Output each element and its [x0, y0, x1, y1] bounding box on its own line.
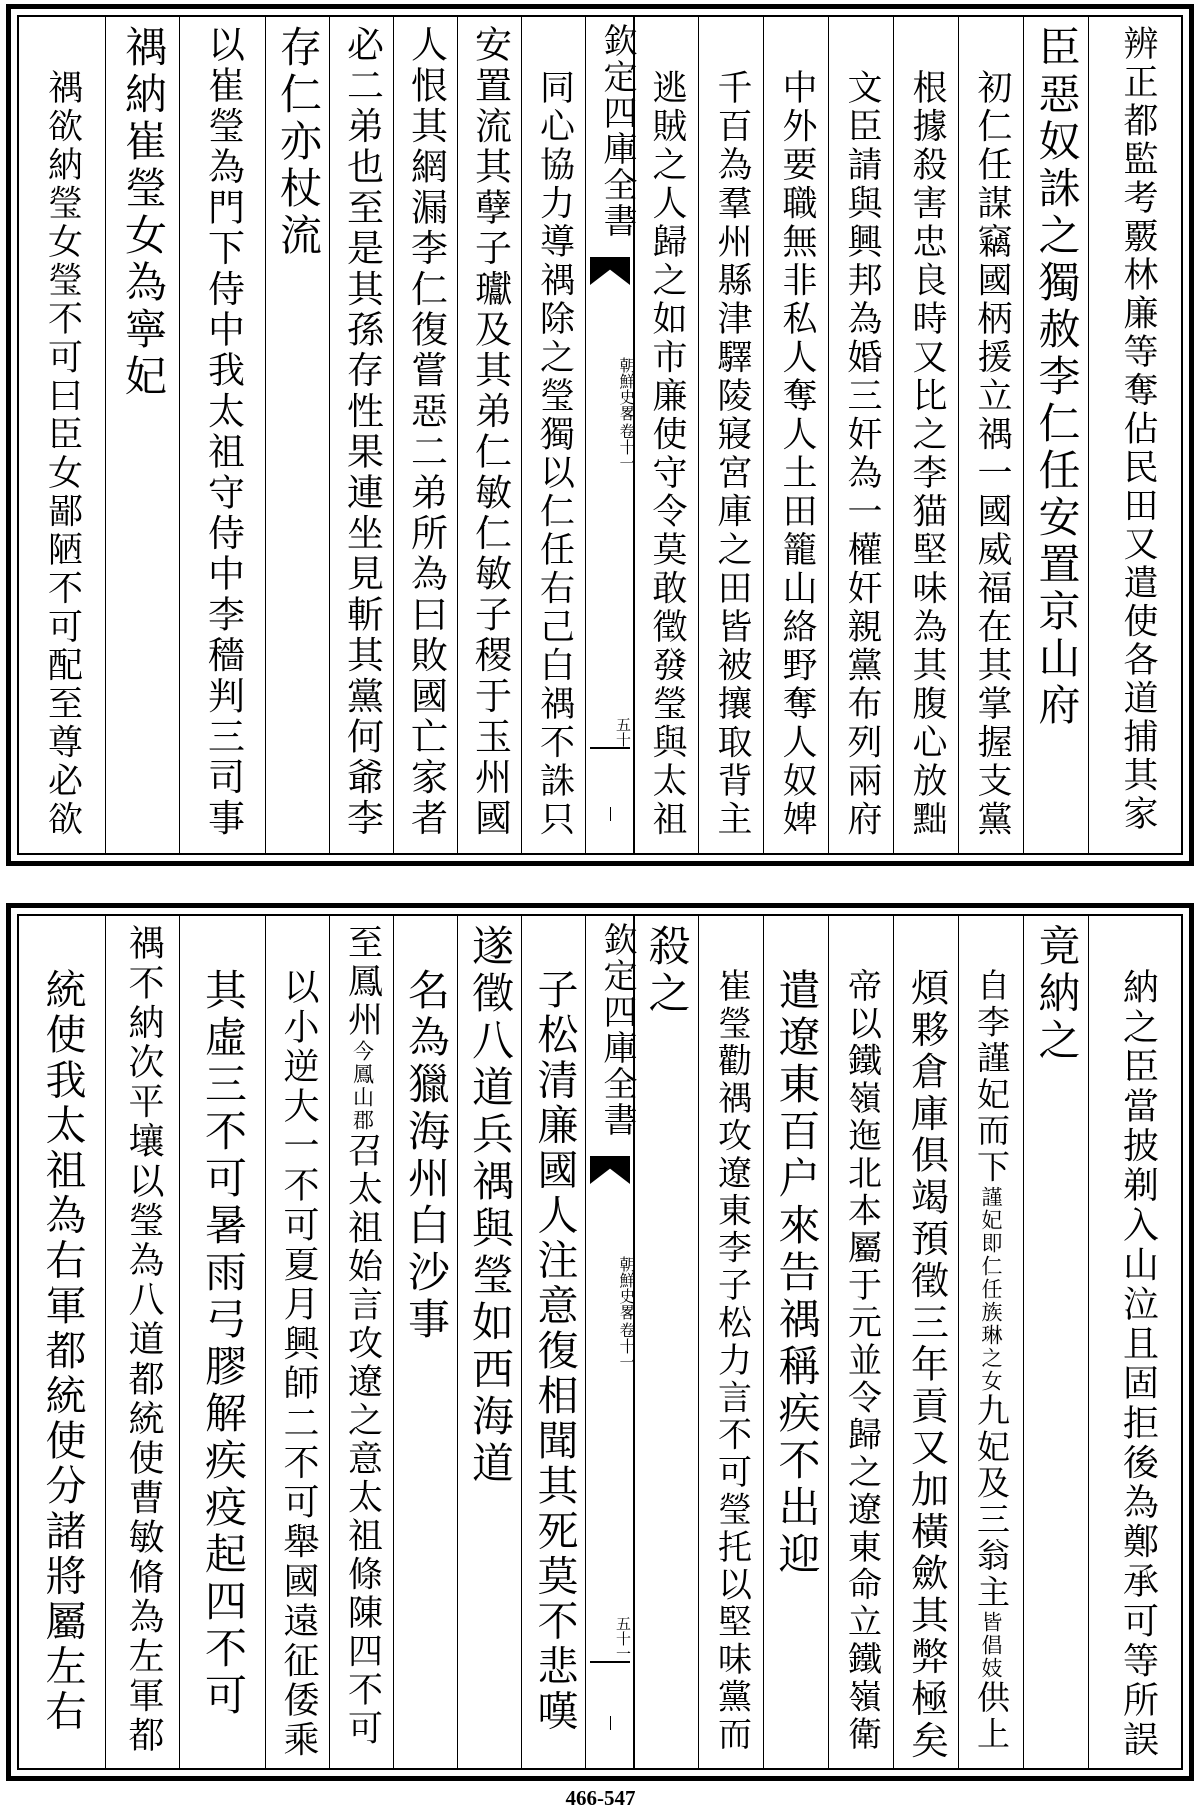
column-text: 根據殺害忠良時又比之李猫堅味為其腹心放黜 — [907, 69, 947, 839]
column-text — [330, 924, 394, 1748]
book-title: 欽定四庫全書 — [597, 23, 637, 239]
upper-page-frame — [17, 15, 1183, 855]
text-column — [19, 17, 105, 853]
text-column — [19, 916, 105, 1768]
commentary-note — [975, 1186, 1008, 1393]
note-line: 皆倡 — [979, 1610, 1003, 1657]
text-column — [105, 17, 180, 853]
main-text: 供上 — [972, 1679, 1011, 1753]
history-title: 朝鮮史畧 — [617, 1256, 636, 1320]
column-text: 遂徵八道兵禑與瑩如西海道 — [466, 924, 515, 1488]
fishtail-mark — [590, 1156, 630, 1184]
column-text — [959, 968, 1024, 1752]
column-text: 中外要職無非私人奪人土田籠山絡野奪人奴婢 — [777, 69, 817, 839]
note-line: 今鳳 — [350, 1039, 375, 1086]
note-line: 山郡 — [350, 1085, 375, 1132]
upper-page — [6, 4, 1194, 866]
commentary-note — [975, 1611, 1008, 1680]
fold-tick — [610, 807, 611, 821]
column-text: 逃賊之人歸之如市廉使守令莫敢徵發瑩與太祖 — [647, 69, 687, 839]
center-fold — [585, 916, 635, 1768]
column-text: 禑納崔瑩女為寧妃 — [119, 25, 168, 401]
column-text: 初仁任謀竊國柄援立禑一國威福在其掌握支黨 — [972, 69, 1012, 839]
book-title: 欽定四庫全書 — [597, 922, 637, 1138]
text-column — [105, 916, 180, 1768]
column-text: 人恨其網漏李仁復嘗惡二弟所為曰敗國亡家者 — [404, 25, 448, 839]
text-column — [265, 916, 330, 1768]
text-column — [763, 916, 829, 1768]
text-column — [1023, 17, 1089, 853]
column-text: 禑不納次平壤以瑩為八道都統使曹敏脩為左軍都 — [123, 924, 164, 1756]
text-column — [457, 916, 522, 1768]
fishtail-mark — [590, 257, 630, 285]
column-text: 臣惡奴誅之獨赦李仁任安置京山府 — [1032, 25, 1082, 730]
column-text: 崔瑩勸禑攻遼東李子松力言不可瑩托以堅味黨而 — [711, 968, 752, 1754]
text-column — [521, 17, 586, 853]
folio-rule — [590, 1661, 630, 1663]
lower-page-frame — [17, 914, 1183, 1770]
note-line: 謹妃即仁任 — [979, 1185, 1003, 1301]
fold-tick — [610, 1716, 611, 1730]
text-column — [828, 17, 894, 853]
folio-rule — [590, 747, 630, 749]
page-reference-number: 466-547 — [565, 1786, 636, 1810]
text-column — [958, 916, 1024, 1768]
column-text: 帝以鐵嶺迤北本屬于元並令歸之遼東命立鐵嶺衛 — [841, 968, 882, 1754]
column-text: 竟納之 — [1032, 924, 1082, 1065]
center-fold — [585, 17, 635, 853]
column-text: 以小逆大一不可夏月興師二不可舉國遠征倭乘 — [278, 968, 319, 1760]
main-text: 召太祖始言攻遼之意太祖條陳四不可 — [342, 1131, 383, 1748]
text-column — [633, 916, 699, 1768]
note-line: 族琳之女 — [979, 1300, 1003, 1393]
column-text: 必二弟也至是其孫存性果連坐見斬其黨何爺李 — [340, 25, 384, 839]
commentary-note — [345, 1040, 380, 1132]
text-column — [763, 17, 829, 853]
volume-number: 卷十一 — [617, 1322, 636, 1370]
note-line: 妓 — [979, 1656, 1003, 1680]
volume-number: 卷十一 — [617, 423, 636, 471]
column-text: 辨正都監考覈林廉等奪佔民田又遣使各道捕其家 — [1118, 25, 1158, 834]
history-title: 朝鮮史畧 — [617, 357, 636, 421]
text-column — [893, 916, 959, 1768]
column-text: 其虛三不可暑雨弓膠解疾疫起四不可 — [199, 968, 248, 1720]
text-column — [329, 916, 394, 1768]
text-column — [1088, 17, 1186, 853]
text-column — [698, 916, 764, 1768]
text-column — [179, 916, 266, 1768]
folio-number: 五十一 — [614, 1616, 632, 1661]
column-text: 遣遼東百户來告禑稱疾不出迎 — [772, 968, 822, 1579]
text-column — [633, 17, 699, 853]
column-text: 煩夥倉庫俱竭預徵三年貢又加橫歛其弊極矣 — [904, 968, 949, 1763]
folio-number: 五十 — [614, 717, 632, 747]
column-text: 千百為羣州縣津驛陵寢宮庫之田皆被攘取背主 — [712, 69, 752, 839]
column-text: 統使我太祖為右軍都統使分諸將屬左右 — [38, 968, 87, 1735]
main-text: 自李謹妃而下 — [972, 968, 1011, 1186]
column-text: 存仁亦杖流 — [274, 25, 323, 260]
text-column — [393, 17, 458, 853]
text-column — [698, 17, 764, 853]
main-text: 九妃及三翁主 — [972, 1392, 1011, 1611]
lower-page — [6, 903, 1194, 1781]
column-text: 納之臣當披剃入山泣且固拒後為鄭承可等所誤 — [1117, 968, 1159, 1760]
text-column — [393, 916, 458, 1768]
text-column — [828, 916, 894, 1768]
column-text: 禑欲納瑩女瑩不可曰臣女鄙陋不可配至尊必欲 — [42, 69, 83, 839]
text-column — [179, 17, 266, 853]
column-text: 安置流其孽子瓛及其弟仁敏仁敏子稷于玉州國 — [468, 25, 512, 839]
column-text: 殺之 — [642, 924, 692, 1018]
text-column — [457, 17, 522, 853]
column-text: 同心協力導禑除之瑩獨以仁任右己白禑不誅只 — [534, 69, 575, 839]
main-text: 至鳳州 — [342, 924, 383, 1040]
text-column — [1088, 916, 1186, 1768]
text-column — [1023, 916, 1089, 1768]
text-column — [521, 916, 586, 1768]
column-text: 子松清廉國人注意復相聞其死莫不悲嘆 — [530, 968, 579, 1735]
column-text: 文臣請與興邦為婚三奸為一權奸親黨布列兩府 — [842, 69, 882, 839]
text-column — [329, 17, 394, 853]
text-column — [958, 17, 1024, 853]
chapter-label — [586, 1256, 634, 1370]
text-column — [893, 17, 959, 853]
column-text: 以崔瑩為門下侍中我太祖守侍中李穡判三司事 — [201, 25, 245, 839]
column-text: 名為獵海州白沙事 — [402, 968, 451, 1344]
chapter-label — [586, 357, 634, 471]
text-column — [265, 17, 330, 853]
